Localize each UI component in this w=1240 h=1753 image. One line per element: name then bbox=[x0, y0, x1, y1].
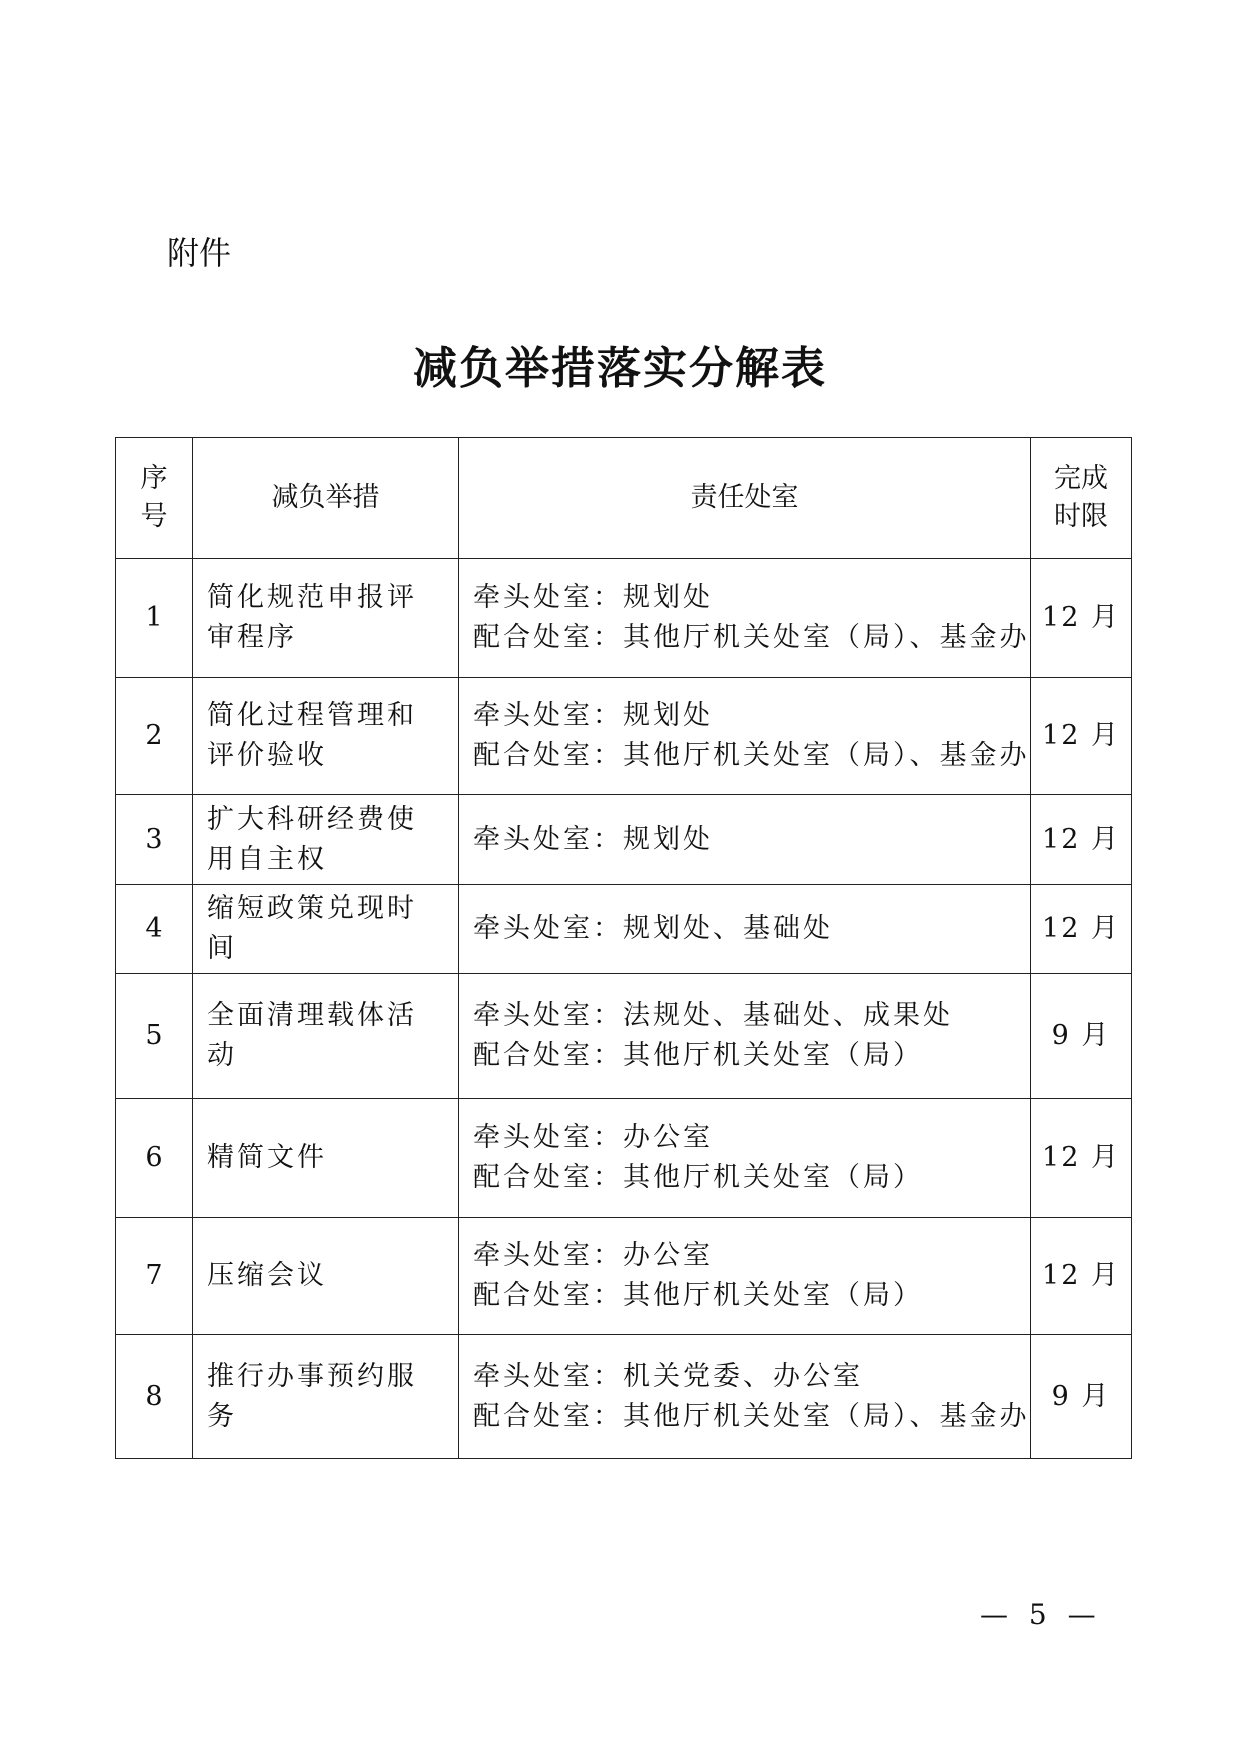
row-lead-office: 牵头处室：规划处 bbox=[473, 700, 713, 731]
row-time: 12 月 bbox=[1031, 1218, 1132, 1335]
header-time-line2: 时限 bbox=[1054, 501, 1108, 532]
row-time: 12 月 bbox=[1031, 678, 1132, 795]
table-row bbox=[116, 678, 1132, 795]
row-assist-office: 配合处室：其他厅机关处室（局） bbox=[473, 1040, 923, 1071]
row-time: 12 月 bbox=[1031, 1099, 1132, 1218]
header-measure: 减负举措 bbox=[193, 438, 459, 559]
row-measure: 扩大科研经费使用自主权 bbox=[193, 795, 459, 885]
row-no: 7 bbox=[116, 1218, 193, 1335]
row-assist-office: 配合处室：其他厅机关处室（局）、基金办 bbox=[473, 740, 1030, 771]
page-title: 减负举措落实分解表 bbox=[413, 343, 827, 394]
row-no: 8 bbox=[116, 1335, 193, 1459]
row-measure: 简化规范申报评审程序 bbox=[193, 559, 459, 678]
row-office bbox=[459, 885, 1031, 974]
row-time: 12 月 bbox=[1031, 559, 1132, 678]
row-no: 1 bbox=[116, 559, 193, 678]
row-no: 3 bbox=[116, 795, 193, 885]
row-assist-office: 配合处室：其他厅机关处室（局） bbox=[473, 1162, 923, 1193]
row-office bbox=[459, 559, 1031, 678]
header-office: 责任处室 bbox=[459, 438, 1031, 559]
row-measure: 压缩会议 bbox=[193, 1218, 459, 1335]
row-no: 6 bbox=[116, 1099, 193, 1218]
row-measure: 精简文件 bbox=[193, 1099, 459, 1218]
row-assist-office: 配合处室：其他厅机关处室（局）、基金办 bbox=[473, 622, 1030, 653]
measures-table bbox=[115, 437, 1132, 1459]
table-row bbox=[116, 1218, 1132, 1335]
row-office bbox=[459, 678, 1031, 795]
table-row bbox=[116, 974, 1132, 1099]
row-time: 9 月 bbox=[1031, 974, 1132, 1099]
row-no: 5 bbox=[116, 974, 193, 1099]
row-time: 12 月 bbox=[1031, 885, 1132, 974]
row-lead-office: 牵头处室：规划处 bbox=[473, 823, 713, 855]
header-no bbox=[116, 438, 193, 559]
row-lead-office: 牵头处室：法规处、基础处、成果处 bbox=[473, 1000, 953, 1031]
table-row bbox=[116, 795, 1132, 885]
row-office bbox=[459, 1335, 1031, 1459]
row-lead-office: 牵头处室：规划处、基础处 bbox=[473, 913, 833, 944]
header-no-line2: 号 bbox=[140, 501, 168, 532]
row-office bbox=[459, 1218, 1031, 1335]
row-measure: 简化过程管理和评价验收 bbox=[193, 678, 459, 795]
header-no-line1: 序 bbox=[140, 463, 168, 494]
table-header-row bbox=[116, 438, 1132, 559]
page-number: — 5 — bbox=[980, 1598, 1102, 1631]
row-no: 4 bbox=[116, 885, 193, 974]
row-office bbox=[459, 1099, 1031, 1218]
header-time-line1: 完成 bbox=[1054, 463, 1108, 494]
row-assist-office: 配合处室：其他厅机关处室（局） bbox=[473, 1280, 923, 1311]
row-office bbox=[459, 795, 1031, 885]
row-lead-office: 牵头处室：办公室 bbox=[473, 1240, 713, 1271]
table-row bbox=[116, 1335, 1132, 1459]
row-lead-office: 牵头处室：办公室 bbox=[473, 1122, 713, 1153]
table-row bbox=[116, 559, 1132, 678]
table-row bbox=[116, 885, 1132, 974]
row-measure: 全面清理载体活动 bbox=[193, 974, 459, 1099]
row-time: 9 月 bbox=[1031, 1335, 1132, 1459]
table-row bbox=[116, 1099, 1132, 1218]
row-lead-office: 牵头处室：规划处 bbox=[473, 582, 713, 613]
row-lead-office: 牵头处室：机关党委、办公室 bbox=[473, 1360, 863, 1392]
row-time: 12 月 bbox=[1031, 795, 1132, 885]
row-measure: 推行办事预约服务 bbox=[193, 1335, 459, 1459]
attachment-label: 附件 bbox=[167, 234, 232, 272]
row-no: 2 bbox=[116, 678, 193, 795]
row-measure: 缩短政策兑现时间 bbox=[193, 885, 459, 974]
row-office bbox=[459, 974, 1031, 1099]
header-time bbox=[1031, 438, 1132, 559]
row-assist-office: 配合处室：其他厅机关处室（局）、基金办 bbox=[473, 1400, 1030, 1432]
